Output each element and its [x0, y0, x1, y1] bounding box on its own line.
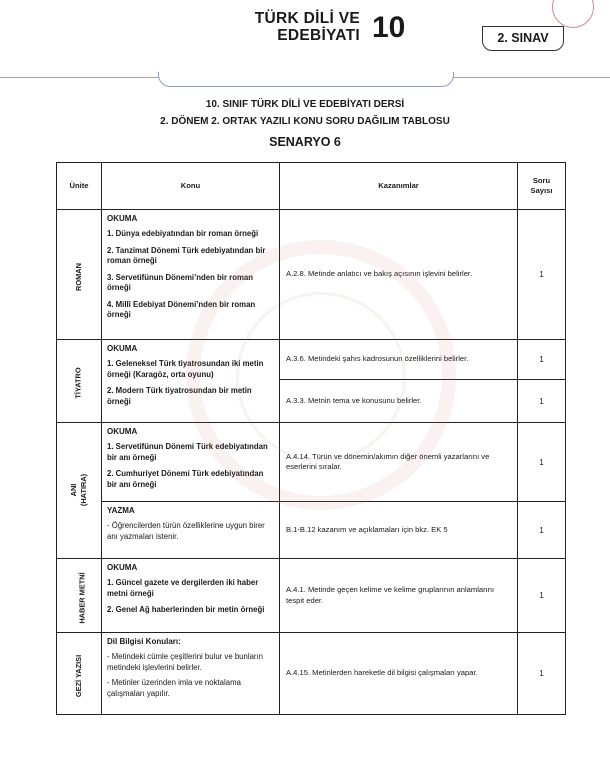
table-row: [57, 423, 566, 502]
unit-label-ani: [69, 473, 89, 505]
exam-badge: 2. SINAV: [482, 26, 564, 51]
count-cell: 1: [518, 559, 566, 633]
outcome-cell: A.4.14. Türün ve dönemin/akımın diğer önemli yazarlarını ve eserlerini sıralar.: [280, 423, 518, 502]
unit-cell: [57, 340, 102, 423]
count-cell: 1: [518, 210, 566, 340]
unit-label-tiyatro: TİYATRO: [74, 367, 83, 399]
course-title: 10. SINIF TÜRK DİLİ VE EDEBİYATI DERSİ: [205, 99, 405, 110]
topic-bullet: - Metindeki cümle çeşitlerini bulur ve bunların metindeki işlevlerini belirler.: [107, 652, 264, 672]
count-cell: 1: [518, 340, 566, 380]
subject-line-2: EDEBİYATI: [277, 27, 360, 44]
outcome-cell: A.4.1. Metinde geçen kelime ve kelime gruplarının anlamlarını tespit eder.: [280, 559, 518, 633]
topic-bullet: - Öğrencilerden türün özelliklerine uygun birer anı yazmaları istenir.: [107, 521, 265, 541]
header-count-line1: Soru: [532, 176, 551, 185]
header-count-line2: Sayısı: [530, 186, 553, 195]
unit-label-ani-line1: ANI: [68, 483, 78, 496]
ministry-logo-icon: [552, 0, 594, 28]
topic-item: 1. Servetifünun Dönemi Türk edebiyatından bir anı örneği: [107, 442, 268, 462]
topic-cell: [102, 210, 280, 340]
outcome-cell: B.1-B.12 kazanım ve açıklamaları için bkz. EK 5: [280, 502, 518, 559]
unit-label-ani-line2: (HATIRA): [78, 473, 88, 506]
distribution-table: [56, 162, 566, 715]
header-count: [518, 163, 566, 210]
unit-cell: [57, 633, 102, 715]
topic-cell: [102, 423, 280, 502]
table-row: [57, 210, 566, 340]
topic-cell: [102, 340, 280, 423]
count-cell: 1: [518, 502, 566, 559]
section-label: Dil Bilgisi Konuları:: [107, 637, 181, 646]
unit-cell: [57, 423, 102, 559]
section-label: OKUMA: [107, 427, 138, 436]
unit-cell: [57, 559, 102, 633]
unit-cell: [57, 210, 102, 340]
table-header-row: [57, 163, 566, 210]
unit-label-haber: HABER METNİ: [77, 571, 87, 624]
topic-item: 2. Cumhuriyet Dönemi Türk edebiyatından bir anı örneği: [107, 469, 264, 489]
topic-cell: [102, 559, 280, 633]
topic-item: 4. Millî Edebiyat Dönemi’nden bir roman örneği: [107, 299, 256, 319]
outcome-cell: A.2.8. Metinde anlatıcı ve bakış açısının işlevini belirler.: [280, 210, 518, 340]
unit-label-roman: ROMAN: [73, 262, 83, 291]
section-label: OKUMA: [107, 344, 138, 353]
table-row: [57, 502, 566, 559]
topic-item: 3. Servetifünun Dönemi’nden bir roman örneği: [107, 272, 253, 292]
table-row: [57, 340, 566, 380]
topic-item: 1. Dünya edebiyatından bir roman örneği: [107, 229, 259, 238]
grade-number: 10: [372, 11, 406, 44]
topic-cell: [102, 633, 280, 715]
section-label: OKUMA: [107, 214, 138, 223]
header-topic: Konu: [102, 163, 280, 210]
outcome-cell: A.3.3. Metnin tema ve konusunu belirler.: [280, 380, 518, 423]
topic-item: 2. Modern Türk tiyatrosundan bir metin örneği: [107, 386, 252, 406]
unit-label-gezi: GEZİ YAZISI: [74, 654, 83, 697]
table-row: [57, 633, 566, 715]
count-cell: 1: [518, 423, 566, 502]
header-tab-shape: [158, 72, 454, 87]
count-cell: 1: [518, 380, 566, 423]
topic-item: 2. Genel Ağ haberlerinden bir metin örneği: [107, 605, 265, 614]
table-title: 2. DÖNEM 2. ORTAK YAZILI KONU SORU DAĞILIM TABLOSU: [160, 116, 450, 127]
topic-bullet: - Metinler üzerinden imla ve noktalama çalışmaları yapılır.: [107, 678, 241, 698]
topic-cell: [102, 502, 280, 559]
scenario-title: SENARYO 6: [269, 135, 341, 149]
count-cell: 1: [518, 633, 566, 715]
outcome-cell: A.3.6. Metindeki şahıs kadrosunun özelliklerini belirler.: [280, 340, 518, 380]
subject-title: [240, 10, 360, 44]
outcome-cell: A.4.15. Metinlerden hareketle dil bilgisi çalışmaları yapar.: [280, 633, 518, 715]
section-label: YAZMA: [107, 506, 135, 515]
header-unit: Ünite: [57, 163, 102, 210]
topic-item: 2. Tanzimat Dönemi Türk edebiyatından bir roman örneği: [107, 245, 266, 265]
header-outcomes: Kazanımlar: [280, 163, 518, 210]
section-label: OKUMA: [107, 563, 138, 572]
subject-line-1: TÜRK DİLİ VE: [254, 10, 360, 27]
topic-item: 1. Güncel gazete ve dergilerden iki haber metni örneği: [107, 578, 259, 598]
table-row: [57, 559, 566, 633]
topic-item: 1. Geleneksel Türk tiyatrosundan iki metin örneği (Karagöz, orta oyunu): [107, 359, 264, 379]
